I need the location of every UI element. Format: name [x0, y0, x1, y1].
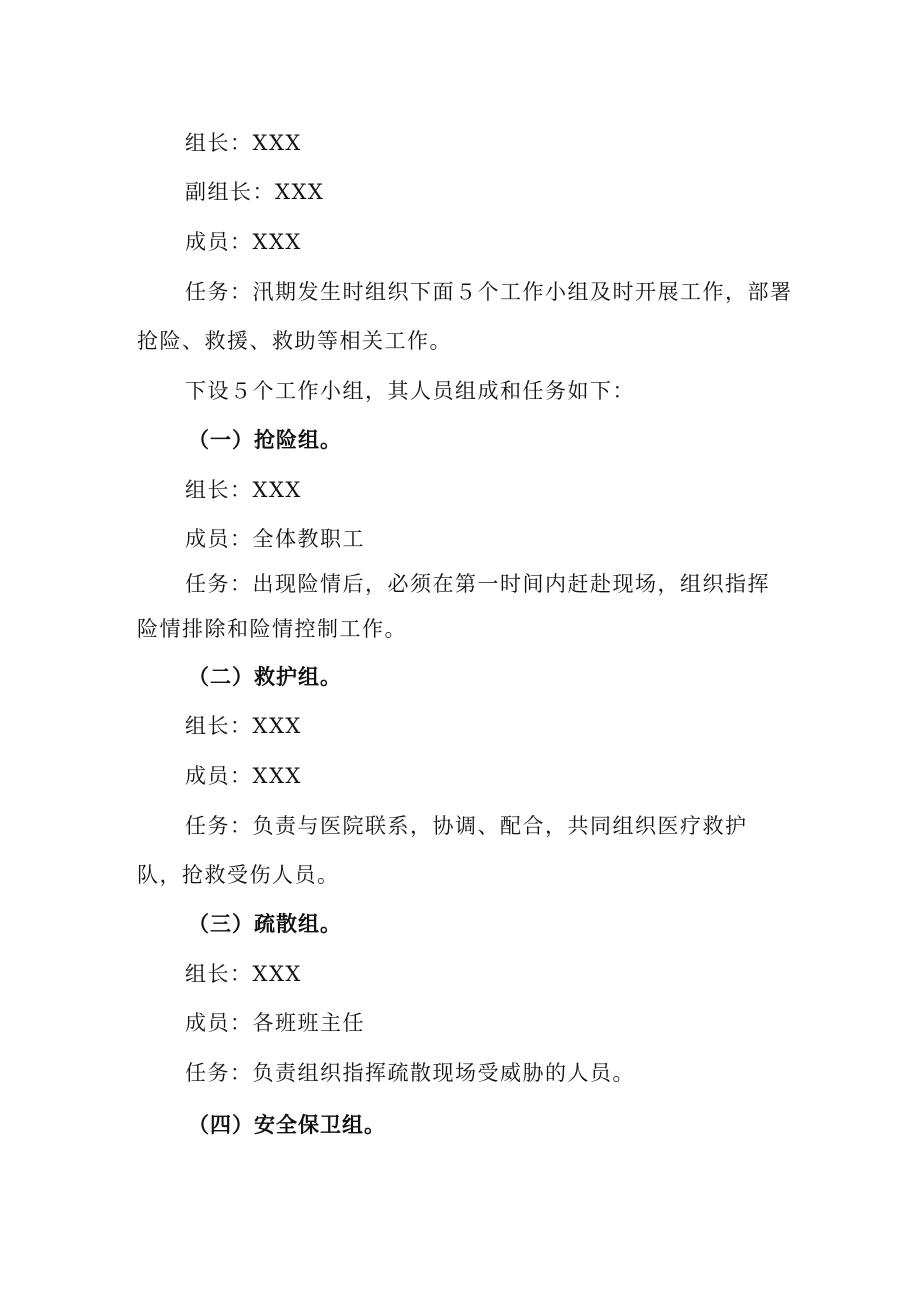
- subgroups-intro: 下设５个工作小组，其人员组成和任务如下：: [185, 379, 635, 403]
- group-2-leader: 组长：XXX: [185, 714, 302, 738]
- group-2-title: （二）救护组。: [188, 665, 342, 689]
- intro-leader: 组长：XXX: [185, 131, 302, 155]
- group-2-task-line2: 队，抢救受伤人员。: [137, 863, 340, 887]
- group-1-title: （一）抢险组。: [188, 428, 342, 452]
- intro-deputy-leader: 副组长：XXX: [185, 180, 325, 204]
- group-2-task-line1: 任务：负责与医院联系，协调、配合，共同组织医疗救护: [185, 814, 748, 838]
- group-2-members: 成员：XXX: [185, 764, 302, 788]
- intro-members: 成员：XXX: [185, 230, 302, 254]
- group-3-members: 成员：各班班主任: [185, 1011, 365, 1035]
- group-3-leader: 组长：XXX: [185, 962, 302, 986]
- group-1-task-line1: 任务：出现险情后，必须在第一时间内赶赴现场，组织指挥: [185, 572, 770, 596]
- intro-task-line2: 抢险、救援、救助等相关工作。: [137, 329, 452, 353]
- group-3-title: （三）疏散组。: [188, 912, 342, 936]
- group-3-task-line1: 任务：负责组织指挥疏散现场受威胁的人员。: [185, 1061, 635, 1085]
- group-4-title: （四）安全保卫组。: [188, 1113, 386, 1137]
- group-1-task-line2: 险情排除和险情控制工作。: [137, 617, 407, 641]
- group-1-members: 成员：全体教职工: [185, 527, 365, 551]
- intro-task-line1: 任务：汛期发生时组织下面５个工作小组及时开展工作，部署: [185, 280, 793, 304]
- group-1-leader: 组长：XXX: [185, 478, 302, 502]
